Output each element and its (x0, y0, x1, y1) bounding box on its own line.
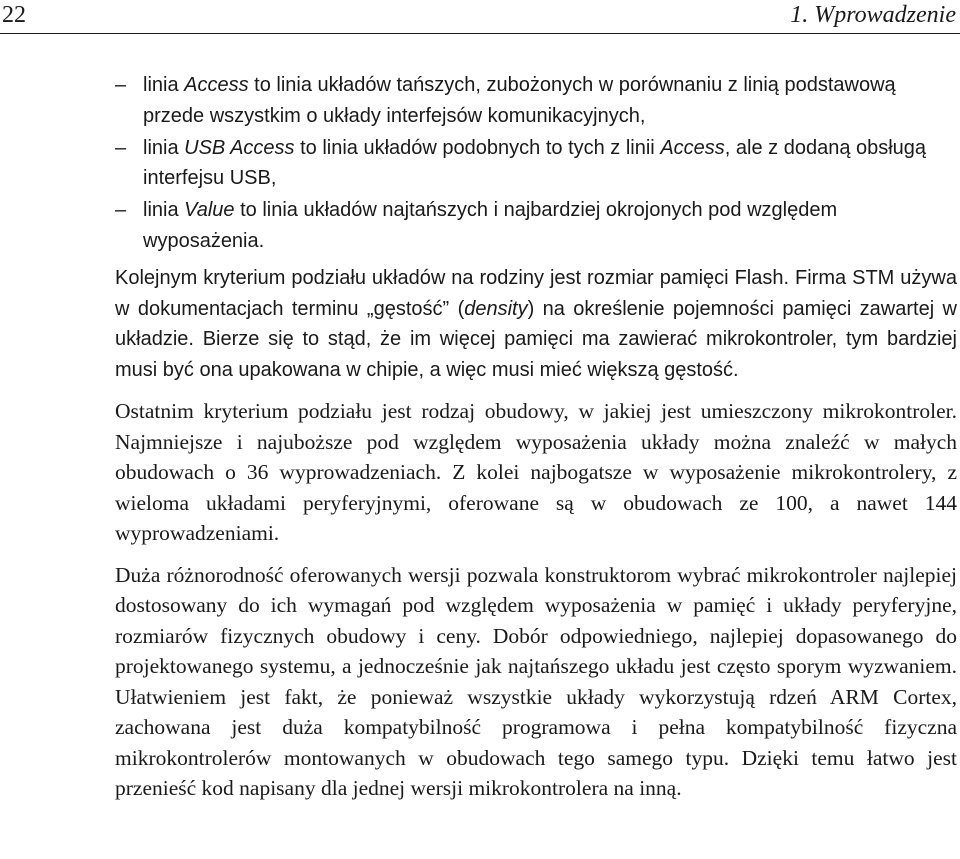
page-number: 22 (2, 2, 26, 28)
bullet-text: linia Access to linia układów tańszych, zubożonych w porównaniu z linią podstawową przede wszystkim o układy interfejsów komunikacyjnych, (143, 74, 896, 127)
page-header (0, 0, 960, 34)
bullet-dash: – (115, 136, 127, 159)
bullet-dash: – (115, 199, 127, 221)
bullet-text: linia Value to linia układów najtańszych i najbardziej okrojonych pod względem wyposażenia. (143, 199, 838, 252)
running-head: 1. Wprowadzenie (790, 2, 956, 28)
bullet-list (115, 70, 957, 256)
bullet-item (115, 70, 957, 131)
page-body (115, 70, 957, 804)
paragraph-flash-density: Kolejnym kryterium podziału układów na rodziny jest rozmiar pamięci Flash. Firma STM używa w dokumentacjach terminu „gęstość” (density) na określenie pojemności pamięci zawartej w układzie. Bierze się to stąd, że im więcej pamięci ma zawierać mikrokontroler, tym bardziej musi być ona upakowana w chipie, a więc musi mieć większą gęstość. (115, 267, 957, 381)
bullet-dash: – (115, 74, 127, 96)
paragraph-package-type: Ostatnim kryterium podziału jest rodzaj obudowy, w jakiej jest umieszczony mikrokontroler. Najmniejsze i najuboższe pod względem wyposażenia układy można znaleźć w małych obudowach o 36 wyprowadzeniach. Z kolei najbogatsze w wyposażenie mikrokontrolery, z wieloma układami peryferyjnymi, oferowane są w obudowach ze 100, a nawet 144 wyprowadzeniami. (115, 399, 957, 545)
bullet-text: linia USB Access to linia układów podobnych to tych z linii Access, ale z dodaną obsługą interfejsu USB, (143, 136, 927, 189)
bullet-item (115, 133, 957, 194)
paragraph-variety: Duża różnorodność oferowanych wersji pozwala konstruktorom wybrać mikrokontroler najlepiej dostosowany do ich wymagań pod względem wyposażenia w pamięć i układy peryferyjne, rozmiarów fizycznych obudowy i ceny. Dobór odpowiedniego, najlepiej dopasowanego do projektowanego systemu, a jednocześnie jak najtańszego układu jest często sporym wyzwaniem. Ułatwieniem jest fakt, że ponieważ wszystkie układy wykorzystują rdzeń ARM Cortex, zachowana jest duża kompatybilność programowa i pełna kompatybilność fizyczna mikrokontrolerów montowanych w obudowach tego samego typu. Dzięki temu łatwo jest przenieść kod napisany dla jednej wersji mikrokontrolera na inną. (115, 562, 957, 800)
bullet-item (115, 195, 957, 256)
